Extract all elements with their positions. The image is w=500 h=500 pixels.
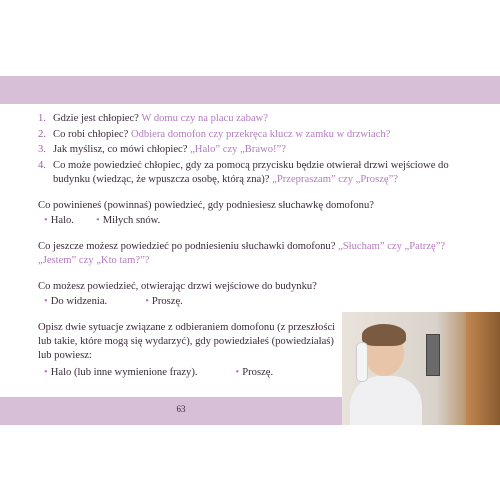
question-text: Co może powiedzieć chłopiec, gdy za pomocą przycisku będzie otwierał drzwi wejściowe do budynku (wiedząc, że wpuszcza osobę, którą zna)? (53, 159, 449, 185)
exercise-prompt: Opisz dwie sytuacje związane z odbieraniem domofonu (z przeszłości lub takie, które mogą się wydarzyć), gdy powiedziałeś (powiedziałaś) lub powiesz: (38, 321, 336, 361)
question-answer: „Halo” czy „Brawo!”? (190, 144, 286, 155)
question-answer: Odbiera domofon czy przekręca klucz w zamku w drzwiach? (130, 128, 391, 140)
question-text: Jak myślisz, co mówi chłopiec? (53, 144, 188, 155)
exercise-block-2 (38, 240, 466, 268)
question-number: 3. (38, 144, 46, 155)
question-list (38, 112, 466, 187)
option-row (38, 214, 466, 228)
header-band (0, 76, 500, 104)
question-answer: „Przepraszam” czy „Proszę”? (272, 173, 399, 185)
question-text: Gdzie jest chłopiec? (53, 113, 139, 124)
bullet-icon: • (44, 366, 48, 378)
boy-body-shape (350, 376, 422, 425)
question-answer: W domu czy na placu zabaw? (141, 113, 268, 124)
option-item: • Proszę. (235, 366, 274, 378)
door-shape (466, 312, 500, 425)
option-item: • Halo (lub inne wymienione frazy). (44, 366, 198, 378)
exercise-block-1 (38, 199, 466, 228)
bullet-icon: • (44, 295, 48, 307)
option-row (38, 366, 338, 380)
exercise-prompt: Co jeszcze możesz powiedzieć po podniesieniu słuchawki domofonu? (38, 240, 336, 252)
exercise-answer: „Słucham” czy „Patrzę”? „Jestem” czy „Kto tam?”? (38, 240, 446, 266)
exercise-block-4 (38, 321, 338, 380)
question-text: Co robi chłopiec? (53, 128, 129, 140)
exercise-prompt: Co powinieneś (powinnaś) powiedzieć, gdy podniesiesz słuchawkę domofonu? (38, 199, 374, 211)
question-item (38, 159, 466, 187)
exercise-block-3 (38, 280, 466, 309)
bullet-icon: • (235, 366, 240, 378)
question-item (38, 128, 466, 142)
intercom-panel-icon (426, 334, 440, 376)
option-row (38, 295, 466, 309)
bullet-icon: • (145, 295, 149, 307)
exercise-prompt: Co możesz powiedzieć, otwierając drzwi wejściowe do budynku? (38, 280, 317, 292)
boy-hair-shape (362, 324, 406, 346)
question-number: 4. (38, 159, 46, 171)
option-item: • Miłych snów. (95, 214, 161, 226)
boy-intercom-photo (342, 312, 500, 425)
question-number: 1. (38, 113, 46, 124)
page-number: 63 (176, 404, 186, 414)
question-number: 2. (38, 128, 46, 140)
bullet-icon: • (95, 214, 100, 226)
option-item: • Do widzenia. (44, 295, 108, 307)
question-item (38, 112, 466, 126)
bullet-icon: • (44, 214, 48, 226)
option-item: • Proszę. (145, 295, 183, 307)
handset-icon (356, 342, 368, 382)
option-item: • Halo. (44, 214, 74, 226)
question-item (38, 143, 466, 157)
